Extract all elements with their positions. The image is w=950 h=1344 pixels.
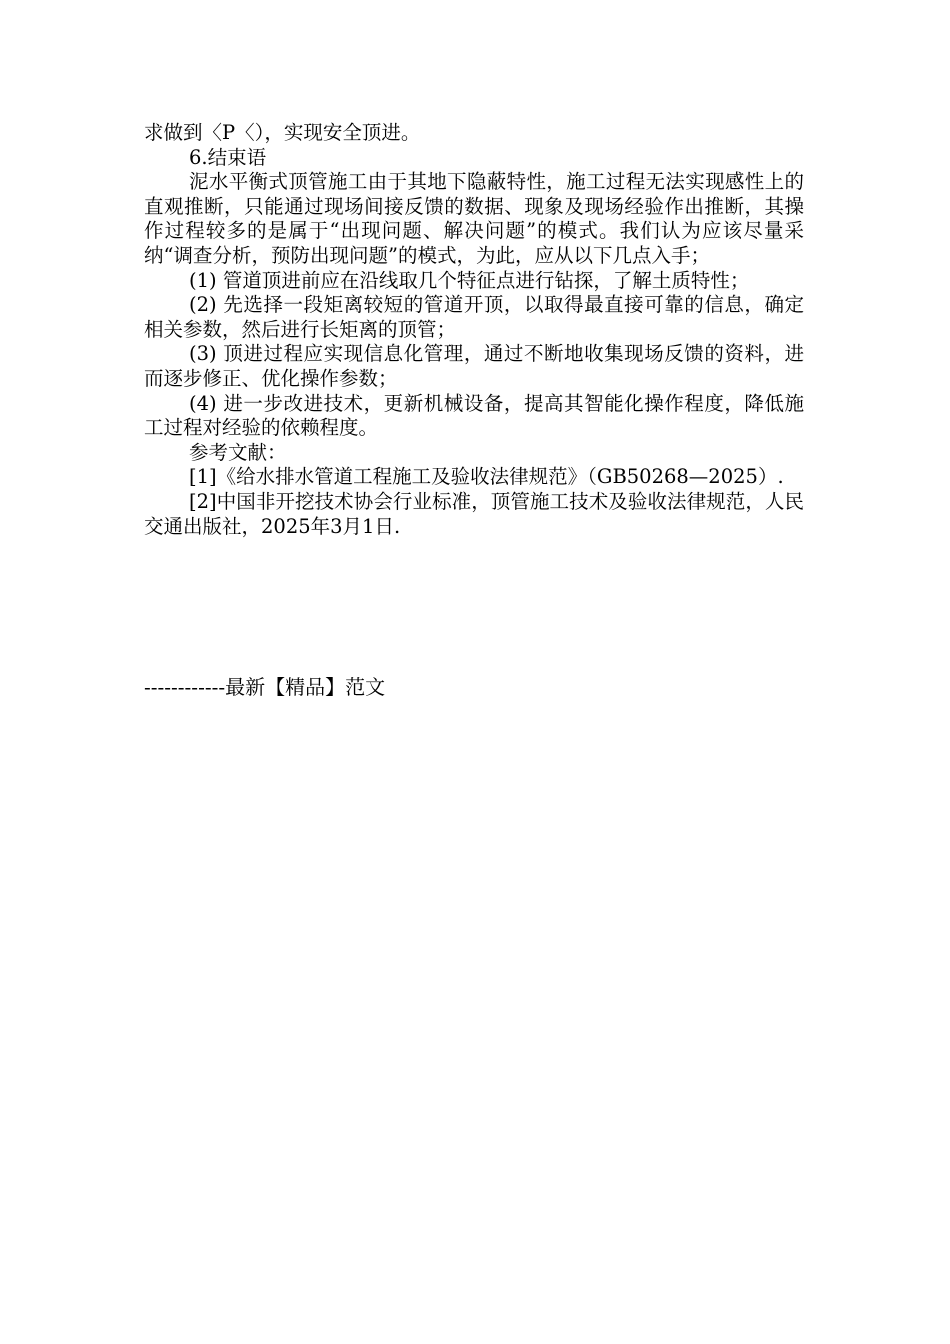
list-item-2: (2) 先选择一段矩离较短的管道开顶，以取得最直接可靠的信息，确定相关参数，然后进行长矩离的顶管； bbox=[144, 293, 804, 341]
reference-2: [2]中国非开挖技术协会行业标准，顶管施工技术及验收法律规范，人民交通出版社，2025年3月1日. bbox=[144, 489, 804, 538]
footer-text: ------------最新【精品】范文 bbox=[144, 675, 386, 699]
list-item-3: (3) 顶进过程应实现信息化管理，通过不断地收集现场反馈的资料，进而逐步修正、优化操作参数； bbox=[144, 342, 804, 390]
list-item-4: (4) 进一步改进技术，更新机械设备，提高其智能化操作程度，降低施工过程对经验的依赖程度。 bbox=[144, 391, 804, 440]
continued-paragraph: 求做到〈P〈），实现安全顶进。 bbox=[144, 121, 421, 144]
body-paragraph: 泥水平衡式顶管施工由于其地下隐蔽特性，施工过程无法实现感性上的直观推断，只能通过现场间接反馈的数据、现象及现场经验作出推断，其操作过程较多的是属于“出现问题、解决问题”的模式。我们认为应该尽量采纳“调查分析，预防出现问题”的模式，为此，应从以下几点入手； bbox=[144, 170, 804, 267]
document-body bbox=[144, 121, 804, 539]
references-heading: 参考文献： bbox=[189, 440, 287, 464]
section-heading: 6.结束语 bbox=[189, 145, 267, 169]
list-item-1: (1) 管道顶进前应在沿线取几个特征点进行钻探，了解土质特性； bbox=[189, 268, 750, 292]
reference-1: [1]《给水排水管道工程施工及验收法律规范》（GB50268—2025）. bbox=[189, 465, 784, 489]
